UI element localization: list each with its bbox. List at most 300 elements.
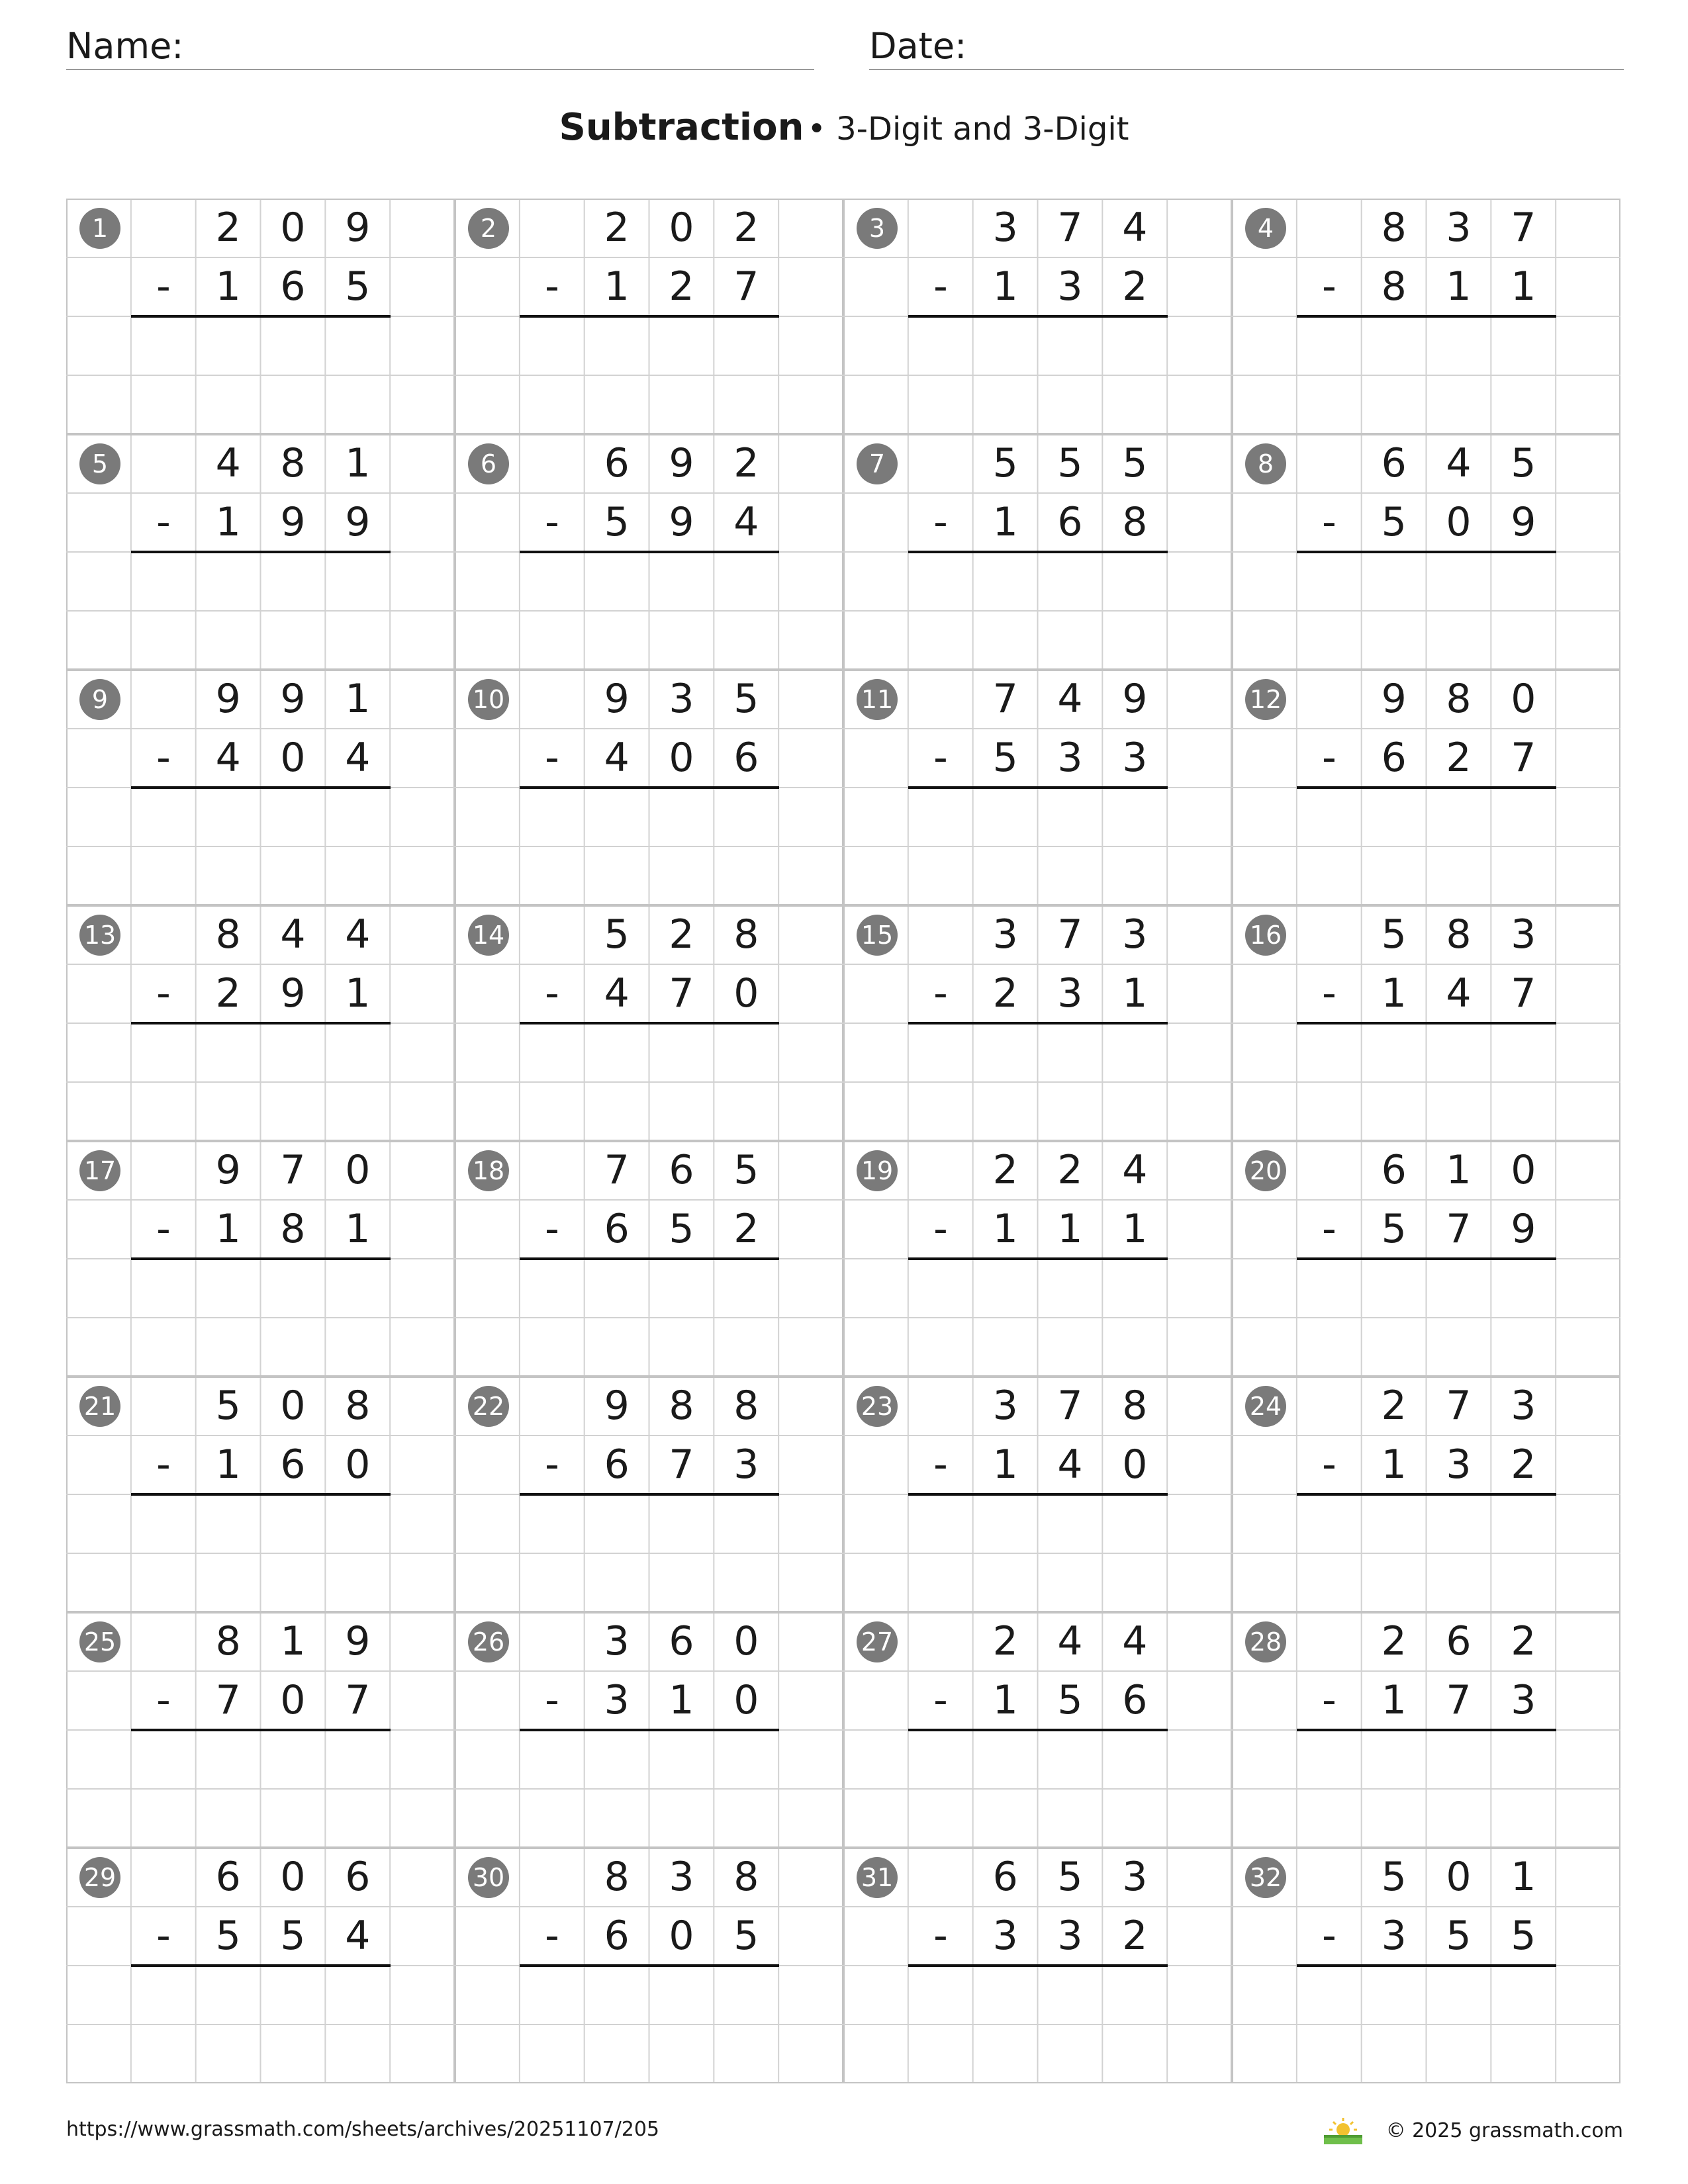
minuend-digit: 6	[345, 1854, 371, 1900]
minuend-digit: 2	[215, 205, 241, 251]
problem-21	[66, 1377, 455, 1612]
subtrahend-digit: 0	[669, 735, 694, 781]
problem-number-badge: 29	[79, 1857, 120, 1898]
minuend-digit: 9	[215, 1147, 241, 1193]
answer-line	[1297, 315, 1556, 318]
answer-line	[1297, 551, 1556, 553]
minuend-digit: 3	[1511, 911, 1536, 958]
minuend-digit: 2	[1057, 1147, 1083, 1193]
minuend-digit: 3	[1511, 1383, 1536, 1429]
minuend-digit: 9	[604, 1383, 630, 1429]
problem-11	[843, 670, 1232, 905]
minus-sign: -	[933, 1441, 948, 1488]
subtrahend-digit: 5	[1446, 1913, 1472, 1959]
minuend-digit: 0	[280, 205, 306, 251]
subtrahend-digit: 9	[280, 970, 306, 1017]
minuend-digit: 5	[1057, 440, 1083, 486]
minus-sign: -	[1322, 1913, 1336, 1959]
problem-12	[1232, 670, 1620, 905]
minuend-digit: 6	[604, 440, 630, 486]
subtrahend-digit: 1	[992, 499, 1018, 545]
minus-sign: -	[545, 499, 559, 545]
answer-line	[131, 786, 391, 789]
problem-18	[455, 1141, 843, 1377]
minuend-digit: 7	[1446, 1383, 1472, 1429]
problem-26	[455, 1612, 843, 1848]
problem-number-badge: 19	[857, 1150, 898, 1191]
minuend-digit: 8	[1446, 911, 1472, 958]
problem-number-badge: 5	[79, 443, 120, 484]
minuend-digit: 9	[345, 205, 371, 251]
subtrahend-digit: 2	[1122, 1913, 1148, 1959]
subtrahend-digit: 1	[1381, 970, 1407, 1017]
minuend-digit: 9	[669, 440, 694, 486]
minus-sign: -	[1322, 1206, 1336, 1252]
minuend-digit: 1	[345, 676, 371, 722]
minus-sign: -	[156, 499, 171, 545]
minus-sign: -	[1322, 970, 1336, 1017]
minuend-digit: 8	[345, 1383, 371, 1429]
minuend-digit: 7	[1057, 205, 1083, 251]
minuend-digit: 2	[992, 1618, 1018, 1664]
subtrahend-digit: 1	[345, 970, 371, 1017]
minuend-digit: 7	[992, 676, 1018, 722]
problem-number-badge: 9	[79, 679, 120, 720]
subtrahend-digit: 3	[733, 1441, 759, 1488]
subtrahend-digit: 2	[992, 970, 1018, 1017]
minuend-digit: 2	[992, 1147, 1018, 1193]
answer-line	[131, 315, 391, 318]
minuend-digit: 3	[1122, 1854, 1148, 1900]
subtrahend-digit: 0	[1122, 1441, 1148, 1488]
subtrahend-digit: 5	[1511, 1913, 1536, 1959]
subtrahend-digit: 1	[1381, 1677, 1407, 1723]
minuend-digit: 7	[1511, 205, 1536, 251]
answer-line	[908, 1022, 1168, 1024]
answer-line	[131, 1493, 391, 1496]
minuend-digit: 7	[604, 1147, 630, 1193]
minuend-digit: 5	[1122, 440, 1148, 486]
answer-line	[520, 551, 779, 553]
minuend-digit: 8	[215, 911, 241, 958]
minuend-digit: 6	[1381, 1147, 1407, 1193]
subtrahend-digit: 6	[1381, 735, 1407, 781]
answer-line	[908, 1729, 1168, 1731]
subtrahend-digit: 5	[280, 1913, 306, 1959]
problem-32	[1232, 1848, 1620, 2083]
minuend-digit: 5	[215, 1383, 241, 1429]
minuend-digit: 0	[733, 1618, 759, 1664]
minuend-digit: 5	[1381, 1854, 1407, 1900]
subtrahend-digit: 5	[1057, 1677, 1083, 1723]
problem-5	[66, 434, 455, 670]
problem-number-badge: 8	[1245, 443, 1286, 484]
name-field[interactable]	[66, 24, 814, 70]
subtrahend-digit: 0	[345, 1441, 371, 1488]
subtrahend-digit: 7	[345, 1677, 371, 1723]
answer-line	[908, 551, 1168, 553]
subtrahend-digit: 1	[992, 1441, 1018, 1488]
subtrahend-digit: 4	[1446, 970, 1472, 1017]
subtrahend-digit: 2	[1511, 1441, 1536, 1488]
subtrahend-digit: 5	[733, 1913, 759, 1959]
name-label: Name:	[66, 25, 184, 67]
minuend-digit: 8	[1122, 1383, 1148, 1429]
subtrahend-digit: 1	[1446, 263, 1472, 310]
subtrahend-digit: 7	[669, 970, 694, 1017]
minuend-digit: 4	[1057, 1618, 1083, 1664]
subtrahend-digit: 6	[604, 1441, 630, 1488]
answer-line	[1297, 786, 1556, 789]
minuend-digit: 4	[280, 911, 306, 958]
problem-10	[455, 670, 843, 905]
subtrahend-digit: 4	[733, 499, 759, 545]
minuend-digit: 7	[1057, 911, 1083, 958]
minuend-digit: 6	[215, 1854, 241, 1900]
answer-line	[520, 1729, 779, 1731]
minuend-digit: 3	[669, 676, 694, 722]
subtrahend-digit: 6	[280, 263, 306, 310]
minuend-digit: 8	[280, 440, 306, 486]
subtrahend-digit: 3	[1057, 970, 1083, 1017]
minuend-digit: 1	[1446, 1147, 1472, 1193]
minuend-digit: 8	[669, 1383, 694, 1429]
date-label: Date:	[869, 25, 967, 67]
answer-line	[520, 1964, 779, 1967]
problem-number-badge: 2	[468, 208, 509, 249]
minus-sign: -	[156, 1206, 171, 1252]
subtrahend-digit: 6	[604, 1913, 630, 1959]
problem-22	[455, 1377, 843, 1612]
subtrahend-digit: 6	[1122, 1677, 1148, 1723]
minuend-digit: 0	[345, 1147, 371, 1193]
problem-number-badge: 24	[1245, 1386, 1286, 1427]
title-subtitle: • 3-Digit and 3-Digit	[807, 111, 1129, 148]
subtrahend-digit: 4	[604, 970, 630, 1017]
problem-13	[66, 905, 455, 1141]
subtrahend-digit: 5	[215, 1913, 241, 1959]
subtrahend-digit: 1	[1381, 1441, 1407, 1488]
minuend-digit: 8	[1446, 676, 1472, 722]
answer-line	[908, 1964, 1168, 1967]
subtrahend-digit: 9	[1511, 499, 1536, 545]
subtrahend-digit: 1	[215, 1206, 241, 1252]
problem-number-badge: 22	[468, 1386, 509, 1427]
minuend-digit: 2	[733, 205, 759, 251]
minuend-digit: 9	[215, 676, 241, 722]
date-field[interactable]	[869, 24, 1624, 70]
problem-number-badge: 3	[857, 208, 898, 249]
minuend-digit: 2	[669, 911, 694, 958]
subtrahend-digit: 2	[1122, 263, 1148, 310]
minuend-digit: 3	[604, 1618, 630, 1664]
subtrahend-digit: 5	[1381, 499, 1407, 545]
minuend-digit: 5	[1057, 1854, 1083, 1900]
answer-line	[908, 786, 1168, 789]
subtrahend-digit: 3	[1122, 735, 1148, 781]
problem-17	[66, 1141, 455, 1377]
answer-line	[1297, 1964, 1556, 1967]
problem-19	[843, 1141, 1232, 1377]
problem-30	[455, 1848, 843, 2083]
minus-sign: -	[156, 1441, 171, 1488]
minus-sign: -	[1322, 499, 1336, 545]
footer-copyright: © 2025 grassmath.com	[1385, 2119, 1623, 2142]
subtrahend-digit: 1	[215, 499, 241, 545]
answer-line	[520, 1257, 779, 1260]
minuend-digit: 0	[1511, 1147, 1536, 1193]
minuend-digit: 8	[733, 1854, 759, 1900]
minuend-digit: 1	[280, 1618, 306, 1664]
minuend-digit: 8	[733, 911, 759, 958]
minuend-digit: 3	[992, 911, 1018, 958]
minus-sign: -	[933, 1206, 948, 1252]
subtrahend-digit: 1	[669, 1677, 694, 1723]
problem-29	[66, 1848, 455, 2083]
problem-number-badge: 7	[857, 443, 898, 484]
minus-sign: -	[545, 1677, 559, 1723]
minuend-digit: 9	[280, 676, 306, 722]
minuend-digit: 0	[280, 1854, 306, 1900]
minuend-digit: 0	[1511, 676, 1536, 722]
problem-number-badge: 21	[79, 1386, 120, 1427]
problem-7	[843, 434, 1232, 670]
problem-6	[455, 434, 843, 670]
minuend-digit: 6	[669, 1147, 694, 1193]
subtrahend-digit: 2	[669, 263, 694, 310]
subtrahend-digit: 4	[215, 735, 241, 781]
subtrahend-digit: 6	[280, 1441, 306, 1488]
subtrahend-digit: 0	[733, 970, 759, 1017]
subtrahend-digit: 5	[992, 735, 1018, 781]
problem-number-badge: 1	[79, 208, 120, 249]
subtrahend-digit: 7	[1446, 1206, 1472, 1252]
problem-8	[1232, 434, 1620, 670]
problem-27	[843, 1612, 1232, 1848]
minus-sign: -	[156, 735, 171, 781]
problem-25	[66, 1612, 455, 1848]
minus-sign: -	[1322, 263, 1336, 310]
subtrahend-digit: 8	[1122, 499, 1148, 545]
subtrahend-digit: 7	[733, 263, 759, 310]
minuend-digit: 3	[992, 205, 1018, 251]
answer-line	[520, 1022, 779, 1024]
subtrahend-digit: 1	[1057, 1206, 1083, 1252]
subtrahend-digit: 6	[604, 1206, 630, 1252]
subtrahend-digit: 1	[604, 263, 630, 310]
subtrahend-digit: 1	[215, 263, 241, 310]
subtrahend-digit: 6	[733, 735, 759, 781]
minuend-digit: 6	[669, 1618, 694, 1664]
minus-sign: -	[1322, 1677, 1336, 1723]
minuend-digit: 4	[1122, 205, 1148, 251]
answer-line	[1297, 1493, 1556, 1496]
minus-sign: -	[156, 263, 171, 310]
answer-line	[131, 1257, 391, 1260]
minuend-digit: 9	[604, 676, 630, 722]
problem-9	[66, 670, 455, 905]
minuend-digit: 4	[215, 440, 241, 486]
subtrahend-digit: 3	[1511, 1677, 1536, 1723]
minus-sign: -	[933, 1913, 948, 1959]
minuend-digit: 2	[604, 205, 630, 251]
minuend-digit: 4	[1446, 440, 1472, 486]
minuend-digit: 6	[1446, 1618, 1472, 1664]
subtrahend-digit: 0	[280, 735, 306, 781]
minus-sign: -	[933, 1677, 948, 1723]
subtrahend-digit: 2	[733, 1206, 759, 1252]
minus-sign: -	[545, 1206, 559, 1252]
minuend-digit: 1	[1511, 1854, 1536, 1900]
minuend-digit: 5	[1381, 911, 1407, 958]
minuend-digit: 6	[992, 1854, 1018, 1900]
minus-sign: -	[545, 735, 559, 781]
subtrahend-digit: 9	[669, 499, 694, 545]
minuend-digit: 9	[1122, 676, 1148, 722]
minuend-digit: 3	[1446, 205, 1472, 251]
problem-3	[843, 199, 1232, 434]
minus-sign: -	[1322, 735, 1336, 781]
minuend-digit: 8	[1381, 205, 1407, 251]
subtrahend-digit: 1	[992, 1206, 1018, 1252]
problem-15	[843, 905, 1232, 1141]
subtrahend-digit: 3	[1446, 1441, 1472, 1488]
answer-line	[908, 1493, 1168, 1496]
problem-28	[1232, 1612, 1620, 1848]
minuend-digit: 2	[1381, 1383, 1407, 1429]
subtrahend-digit: 3	[1381, 1913, 1407, 1959]
subtrahend-digit: 4	[604, 735, 630, 781]
subtrahend-digit: 1	[1511, 263, 1536, 310]
subtrahend-digit: 1	[1122, 970, 1148, 1017]
subtrahend-digit: 8	[280, 1206, 306, 1252]
minus-sign: -	[1322, 1441, 1336, 1488]
subtrahend-digit: 8	[1381, 263, 1407, 310]
answer-line	[131, 1964, 391, 1967]
problem-31	[843, 1848, 1232, 2083]
problem-number-badge: 18	[468, 1150, 509, 1191]
minuend-digit: 4	[345, 911, 371, 958]
problem-number-badge: 14	[468, 915, 509, 956]
problem-number-badge: 20	[1245, 1150, 1286, 1191]
problem-number-badge: 17	[79, 1150, 120, 1191]
minuend-digit: 7	[280, 1147, 306, 1193]
minuend-digit: 4	[1122, 1618, 1148, 1664]
minuend-digit: 0	[280, 1383, 306, 1429]
minuend-digit: 6	[1381, 440, 1407, 486]
minuend-digit: 5	[604, 911, 630, 958]
minus-sign: -	[545, 970, 559, 1017]
answer-line	[520, 1493, 779, 1496]
minus-sign: -	[545, 263, 559, 310]
worksheet-title	[0, 106, 1688, 149]
subtrahend-digit: 3	[1057, 263, 1083, 310]
minuend-digit: 9	[345, 1618, 371, 1664]
problem-24	[1232, 1377, 1620, 1612]
problem-number-badge: 12	[1245, 679, 1286, 720]
problem-14	[455, 905, 843, 1141]
minuend-digit: 5	[1511, 440, 1536, 486]
footer-url: https://www.grassmath.com/sheets/archives/20251107/205	[66, 2118, 660, 2141]
minuend-digit: 0	[669, 205, 694, 251]
subtrahend-digit: 7	[669, 1441, 694, 1488]
problem-number-badge: 28	[1245, 1621, 1286, 1662]
subtrahend-digit: 4	[1057, 1441, 1083, 1488]
subtrahend-digit: 3	[1057, 735, 1083, 781]
subtrahend-digit: 5	[669, 1206, 694, 1252]
answer-line	[131, 551, 391, 553]
problem-number-badge: 31	[857, 1857, 898, 1898]
minuend-digit: 4	[1122, 1147, 1148, 1193]
subtrahend-digit: 0	[1446, 499, 1472, 545]
minuend-digit: 3	[992, 1383, 1018, 1429]
problem-number-badge: 10	[468, 679, 509, 720]
problem-number-badge: 16	[1245, 915, 1286, 956]
subtrahend-digit: 3	[604, 1677, 630, 1723]
minuend-digit: 3	[1122, 911, 1148, 958]
problem-number-badge: 4	[1245, 208, 1286, 249]
problem-number-badge: 15	[857, 915, 898, 956]
problem-4	[1232, 199, 1620, 434]
minuend-digit: 8	[733, 1383, 759, 1429]
subtrahend-digit: 4	[345, 735, 371, 781]
minuend-digit: 1	[345, 440, 371, 486]
minus-sign: -	[545, 1913, 559, 1959]
subtrahend-digit: 9	[280, 499, 306, 545]
subtrahend-digit: 4	[345, 1913, 371, 1959]
minuend-digit: 3	[669, 1854, 694, 1900]
answer-line	[1297, 1729, 1556, 1731]
minuend-digit: 8	[604, 1854, 630, 1900]
answer-line	[908, 315, 1168, 318]
answer-line	[131, 1729, 391, 1731]
problem-2	[455, 199, 843, 434]
subtrahend-digit: 9	[1511, 1206, 1536, 1252]
title-main: Subtraction	[559, 106, 804, 149]
minuend-digit: 9	[1381, 676, 1407, 722]
minus-sign: -	[545, 1441, 559, 1488]
subtrahend-digit: 6	[1057, 499, 1083, 545]
minuend-digit: 5	[733, 676, 759, 722]
subtrahend-digit: 0	[733, 1677, 759, 1723]
minuend-digit: 0	[1446, 1854, 1472, 1900]
subtrahend-digit: 5	[1381, 1206, 1407, 1252]
problem-number-badge: 26	[468, 1621, 509, 1662]
answer-line	[520, 315, 779, 318]
problem-23	[843, 1377, 1232, 1612]
minuend-digit: 4	[1057, 676, 1083, 722]
minus-sign: -	[156, 1677, 171, 1723]
subtrahend-digit: 0	[669, 1913, 694, 1959]
minuend-digit: 2	[1381, 1618, 1407, 1664]
minuend-digit: 5	[733, 1147, 759, 1193]
subtrahend-digit: 1	[992, 1677, 1018, 1723]
problem-number-badge: 27	[857, 1621, 898, 1662]
problem-number-badge: 13	[79, 915, 120, 956]
minuend-digit: 7	[1057, 1383, 1083, 1429]
answer-line	[1297, 1257, 1556, 1260]
problem-number-badge: 6	[468, 443, 509, 484]
problem-number-badge: 30	[468, 1857, 509, 1898]
answer-line	[520, 786, 779, 789]
problem-number-badge: 23	[857, 1386, 898, 1427]
subtrahend-digit: 7	[215, 1677, 241, 1723]
subtrahend-digit: 7	[1446, 1677, 1472, 1723]
minus-sign: -	[156, 1913, 171, 1959]
answer-line	[131, 1022, 391, 1024]
subtrahend-digit: 1	[215, 1441, 241, 1488]
problem-number-badge: 32	[1245, 1857, 1286, 1898]
